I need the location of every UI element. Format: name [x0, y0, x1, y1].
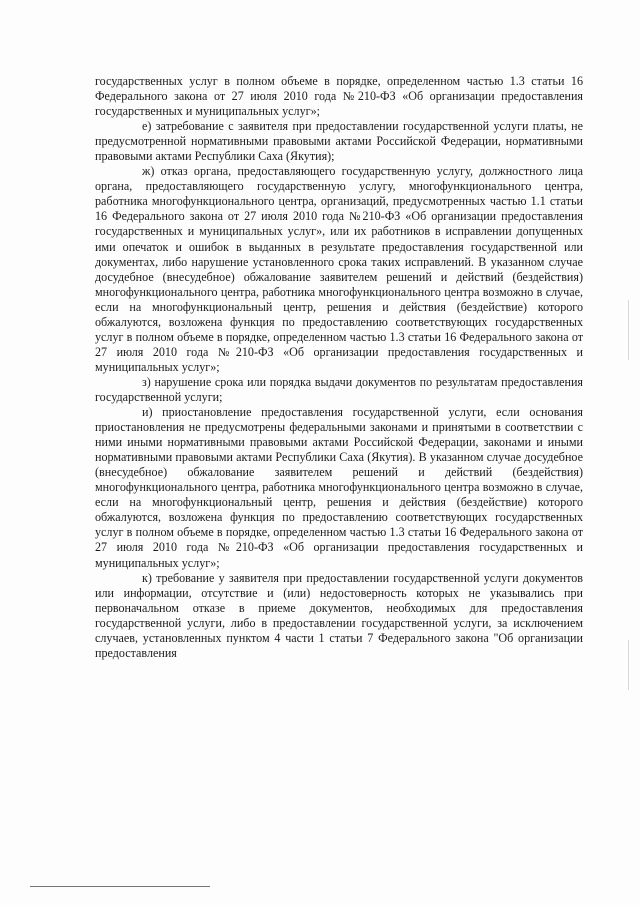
paragraph-item-i: и) приостановление предоставления государственной услуги, если основания приостановления не предусмотрены федеральными законами и принятыми в соответствии с ними иными нормативными правовыми актами Российской Федерации, законами и иными нормативными правовыми актами Республики Саха (Якутия). В указанном случае досудебное (внесудебное) обжалование заявителем решений и действий (бездействия) многофункционального центра, работника многофункционального центра возможно в случае, если на многофункциональный центр, решения и действия (бездействие) которого обжалуются, возложена функция по предоставлению соответствующих государственных услуг в полном объеме в порядке, определенном частью 1.3 статьи 16 Федерального закона от 27 июля 2010 года №210-ФЗ «Об организации предоставления государственных и муниципальных услуг»; [95, 405, 583, 570]
scan-margin-mark [628, 640, 629, 690]
document-body [95, 74, 583, 661]
paragraph-item-z: з) нарушение срока или порядка выдачи документов по результатам предоставления государственной услуги; [95, 374, 583, 404]
footnote-divider [30, 886, 210, 887]
scan-margin-mark [628, 300, 629, 360]
paragraph-item-k: к) требование у заявителя при предоставлении государственной услуги документов или информации, отсутствие и (или) недостоверность которых не указывались при первоначальном отказе в приеме документов, необходимых для предоставления государственной услуги, либо в предоставлении государственной услуги, за исключением случаев, установленных пунктом 4 части 1 статьи 7 Федерального закона "Об организации предоставления [95, 570, 583, 660]
paragraph-item-zh: ж) отказ органа, предоставляющего государственную услугу, должностного лица органа, предоставляющего государственную услугу, многофункционального центра, работника многофункционального центра, организаций, предусмотренных частью 1.1 статьи 16 Федерального закона от 27 июля 2010 года №210-ФЗ «Об организации предоставления государственных и муниципальных услуг», или их работников в исправлении допущенных ими опечаток и ошибок в выданных в результате предоставления государственной или документах, либо нарушение установленного срока таких исправлений. В указанном случае досудебное (внесудебное) обжалование заявителем решений и действий (бездействия) многофункционального центра, работника многофункционального центра возможно в случае, если на многофункциональный центр, решения и действия (бездействие) которого обжалуются, возложена функция по предоставлению соответствующих государственных услуг в полном объеме в порядке, определенном частью 1.3 статьи 16 Федерального закона от 27 июля 2010 года №210-ФЗ «Об организации предоставления государственных и муниципальных услуг»; [95, 164, 583, 374]
paragraph-continuation: государственных услуг в полном объеме в порядке, определенном частью 1.3 статьи 16 Федерального закона от 27 июля 2010 года №210-ФЗ «Об организации предоставления государственных и муниципальных услуг»; [95, 74, 583, 119]
paragraph-item-e: е) затребование с заявителя при предоставлении государственной услуги платы, не предусмотренной нормативными правовыми актами Российской Федерации, нормативными правовыми актами Республики Саха (Якутия); [95, 119, 583, 164]
